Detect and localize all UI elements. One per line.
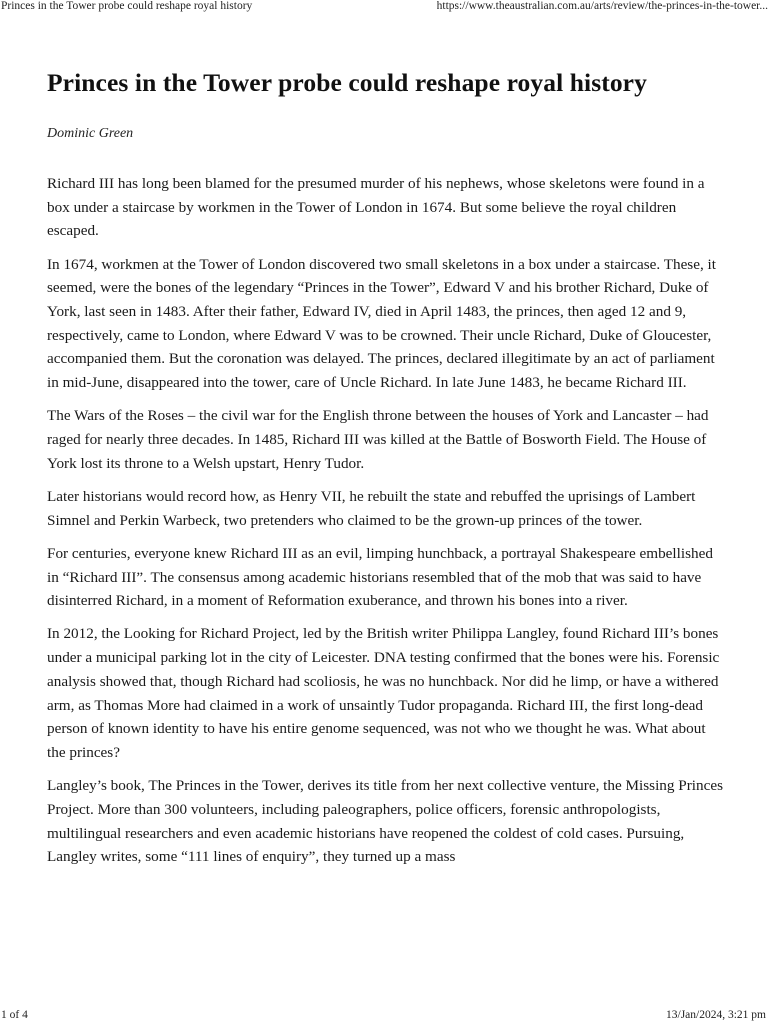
- print-date: 13/Jan/2024, 3:21 pm: [666, 1009, 766, 1021]
- article-paragraph: Later historians would record how, as Henry VII, he rebuilt the state and rebuffed the uprisings of Lambert Simnel and Perkin Warbeck, two pretenders who claimed to be the grown-up princes of the tower.: [47, 487, 696, 529]
- article-paragraph: In 1674, workmen at the Tower of London discovered two small skeletons in a box under a staircase. These, it seemed, were the bones of the legendary “Princes in the Tower”, Edward V and his brother Richard, Duke of York, last seen in 1483. After their father, Edward IV, died in April 1483, the princes, then aged 12 and 9, respectively, came to London, where Edward V was to be crowned. Their uncle Richard, Duke of Gloucester, accompanied them. But the coronation was delayed. The princes, declared illegitimate by an act of parliament in mid-June, disappeared into the tower, care of Uncle Richard. In late June 1483, he became Richard III.: [47, 255, 716, 392]
- print-header: [0, 0, 768, 14]
- print-footer: [0, 1009, 768, 1023]
- print-header-url[interactable]: https://www.theaustralian.com.au/arts/review/the-princes-in-the-tower...: [436, 0, 768, 12]
- article-body: [47, 172, 727, 869]
- article-paragraph: The Wars of the Roses – the civil war for the English throne between the houses of York and Lancaster – had raged for nearly three decades. In 1485, Richard III was killed at the Battle of Bosworth Field. The House of York lost its throne to a Welsh upstart, Henry Tudor.: [47, 407, 709, 472]
- article-byline[interactable]: Dominic Green: [47, 126, 134, 141]
- article-paragraph: Richard III has long been blamed for the presumed murder of his nephews, whose skeletons were found in a box under a staircase by workmen in the Tower of London in 1674. But some believe the royal children escaped.: [47, 175, 705, 240]
- article: [47, 68, 727, 878]
- article-paragraph: Langley’s book, The Princes in the Tower, derives its title from her next collective venture, the Missing Princes Project. More than 300 volunteers, including paleographers, police officers, forensic anthropologists, multilingual researchers and even academic historians have reopened the coldest of cold cases. Pursuing, Langley writes, some “111 lines of enquiry”, they turned up a mass: [47, 777, 723, 866]
- print-header-title: Princes in the Tower probe could reshape royal history: [1, 0, 253, 12]
- article-headline: Princes in the Tower probe could reshape royal history: [47, 68, 647, 97]
- page-number: 1 of 4: [1, 1009, 28, 1021]
- article-paragraph: In 2012, the Looking for Richard Project, led by the British writer Philippa Langley, found Richard III’s bones under a municipal parking lot in the city of Leicester. DNA testing confirmed that the bones were his. Forensic analysis showed that, though Richard had scoliosis, he was no hunchback. Nor did he limp, or have a withered arm, as Thomas More had claimed in a work of unsaintly Tudor propaganda. Richard III, the first long-dead person of known identity to have his entire genome sequenced, was not who we thought he was. What about the princes?: [47, 625, 720, 761]
- article-paragraph: For centuries, everyone knew Richard III as an evil, limping hunchback, a portrayal Shakespeare embellished in “Richard III”. The consensus among academic historians resembled that of the mob that was said to have disinterred Richard, in a moment of Reformation exuberance, and thrown his bones into a river.: [47, 544, 713, 610]
